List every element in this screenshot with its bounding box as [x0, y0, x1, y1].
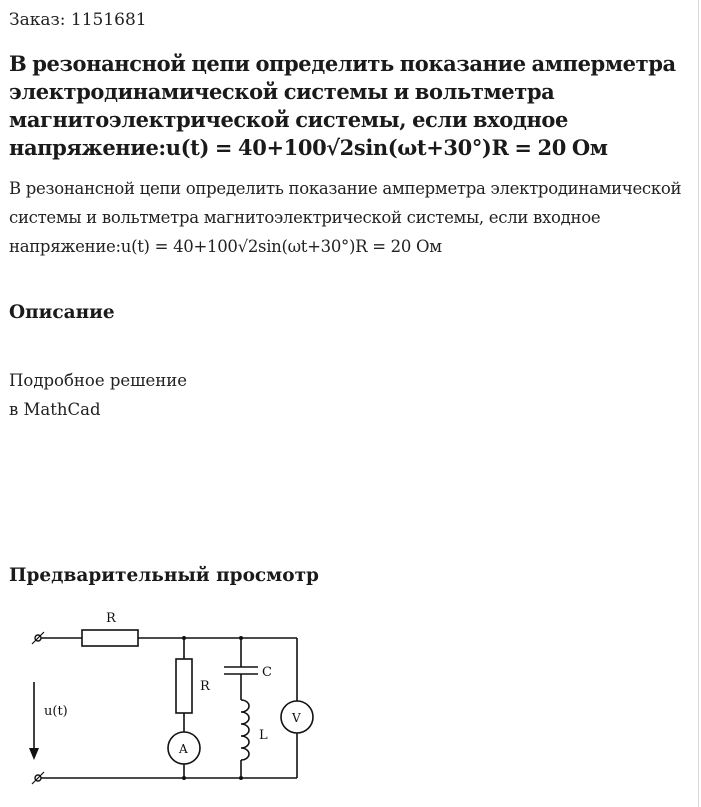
branch-resistor-label: R — [200, 679, 210, 694]
task-description: В резонансной цепи определить показание амперметра электродинамической системы и вольтметра магнитоэлектрической системы, если входное напряжение:u(t) = 40+100√2sin(ωt+30°)R = 20 Ом — [9, 179, 682, 256]
solution-line: Подробное решение — [9, 371, 188, 390]
page-right-border — [698, 0, 699, 807]
description-heading: Описание — [9, 302, 115, 323]
top-resistor — [82, 630, 138, 646]
voltmeter-symbol: V — [292, 711, 301, 725]
junction-dot — [182, 636, 186, 640]
preview-heading: Предварительный просмотр — [9, 565, 319, 586]
ammeter-symbol: A — [179, 742, 188, 756]
circuit-diagram — [0, 600, 330, 807]
solution-line: в MathCad — [9, 400, 101, 419]
source-arrow-head — [29, 748, 39, 760]
inductor-label: L — [259, 728, 268, 743]
junction-dot — [239, 636, 243, 640]
top-resistor-label: R — [106, 611, 116, 626]
inductor-coil — [241, 700, 249, 760]
source-voltage-label: u(t) — [44, 704, 68, 719]
junction-dot — [182, 776, 186, 780]
branch-resistor — [176, 659, 192, 713]
capacitor-label: C — [262, 665, 272, 680]
order-number: Заказ: 1151681 — [9, 10, 147, 30]
page-title: В резонансной цепи определить показание амперметра электродинамической системы и вольтметра магнитоэлектрической системы, если входное напряжение:u(t) = 40+100√2sin(ωt+30°)R = 20 Ом — [9, 51, 676, 160]
junction-dot — [239, 776, 243, 780]
solution-note — [9, 366, 309, 424]
